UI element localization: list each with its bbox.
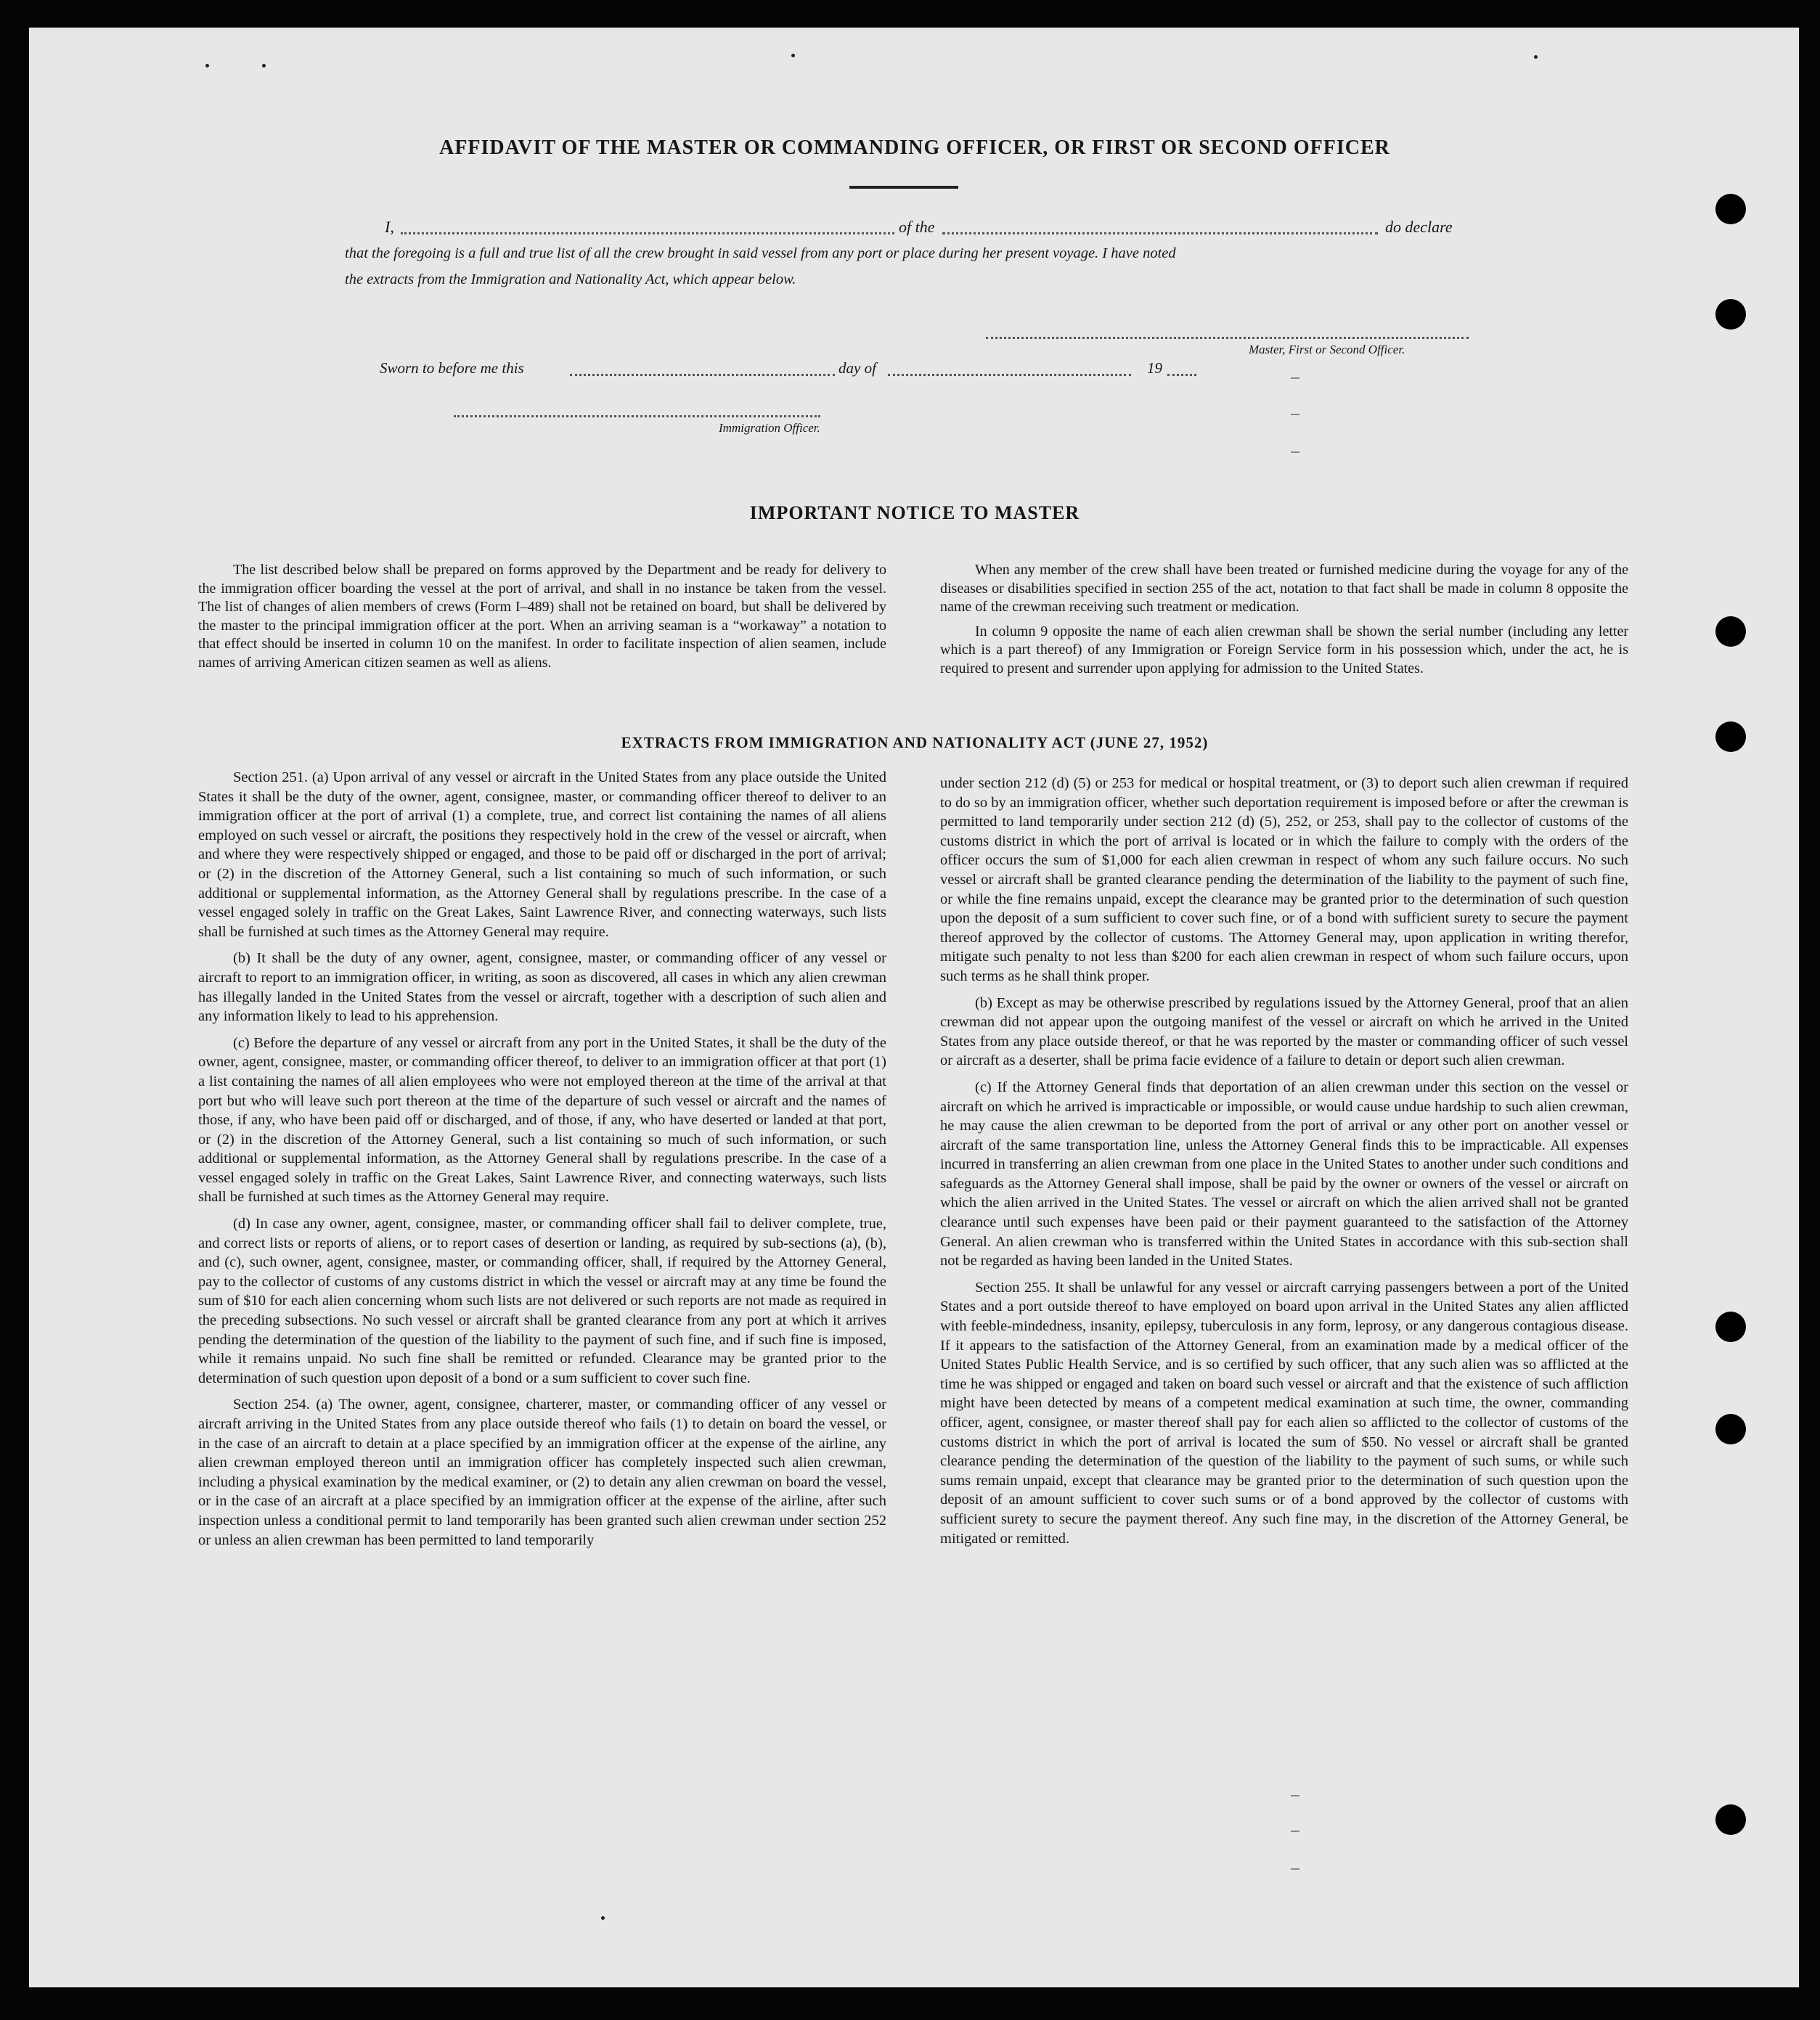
- sworn-year-field[interactable]: [1167, 374, 1196, 376]
- declarant-name-field[interactable]: [401, 232, 894, 234]
- punch-hole: [1715, 194, 1746, 224]
- day-of-label: day of: [838, 359, 876, 377]
- extracts-right-column: [940, 774, 1628, 1555]
- extract-paragraph: (b) Except as may be otherwise prescribed by regulations issued by the Attorney General, proof that an alien crewman did not appear upon the outgoing manifest of the vessel or aircraft on which he arrived in the United States from any place outside thereof, or that he was reported by the master or commanding officer of such vessel or aircraft as a deserter, shall be prima facie evidence of a failure to detain or deport such alien crewman.: [940, 994, 1628, 1069]
- affidavit-declare-label: do declare: [1385, 218, 1453, 236]
- affidavit-title: AFFIDAVIT OF THE MASTER OR COMMANDING OFFICER, OR FIRST OR SECOND OFFICER: [439, 136, 1390, 159]
- punch-hole: [1715, 1414, 1746, 1444]
- notice-right-paragraph-1: When any member of the crew shall have been treated or furnished medicine during the voyage for any of the diseases or disabilities specified in section 255 of the act, notation to that fact shall be made in column 8 opposite the name of the crewman receiving such treatment or medication.: [940, 562, 1628, 615]
- punch-hole: [1715, 1804, 1746, 1835]
- extract-paragraph: (b) It shall be the duty of any owner, agent, consignee, master, or commanding officer of any vessel or aircraft to report to an immigration officer, in writing, as soon as discovered, all cases in which any alien crewman has illegally landed in the United States from the vessel or aircraft, together with a description of such alien and any information likely to lead to his apprehension.: [198, 950, 886, 1025]
- paper-speck: [791, 54, 795, 57]
- punch-hole: [1715, 616, 1746, 647]
- sworn-day-field[interactable]: [570, 374, 835, 376]
- extract-paragraph: Section 251. (a) Upon arrival of any vessel or aircraft in the United States from any place outside the United States it shall be the duty of the owner, agent, consignee, master, or commanding officer thereof to deliver to an immigration officer at the port of arrival (1) a complete, true, and correct list containing the names of all aliens employed on such vessel or aircraft, the positions they respectively hold in the crew of the vessel or aircraft, when and where they were respectively shipped or engaged, and those to be paid off or discharged in the port of arrival; or (2) in the discretion of the Attorney General, such a list containing so much of such information, or such additional or supplemental information, as the Attorney General shall by regulations prescribe. In the case of a vessel engaged solely in traffic on the Great Lakes, Saint Lawrence River, and connecting waterways, such lists shall be furnished at such times as the Attorney General may require.: [198, 769, 886, 940]
- vessel-name-field[interactable]: [942, 232, 1378, 234]
- form-page: [29, 28, 1799, 1987]
- affidavit-i-label: I,: [385, 218, 394, 236]
- master-signature-caption: Master, First or Second Officer.: [1249, 343, 1405, 356]
- bleed-through-mark: [1291, 451, 1299, 453]
- immigration-officer-signature-field[interactable]: [454, 415, 820, 417]
- bleed-through-mark: [1291, 1868, 1299, 1870]
- extracts-left-column: [198, 768, 886, 1557]
- extract-paragraph: under section 212 (d) (5) or 253 for medical or hospital treatment, or (3) to deport such alien crewman if required to do so by an immigration officer, whether such deportation requirement is imposed before or after the crewman is permitted to land temporarily under section 212 (d) (5), 252, or 253, shall pay to the collector of customs of the customs district in which the port of arrival is located or in which the failure to comply with the orders of the officer occurs the sum of $1,000 for each alien crewman in respect of whom any such failure occurs. No such vessel or aircraft shall be granted clearance pending the determination of the liability to the payment of such fine, or while the fine remains unpaid, except the clearance may be granted prior to the determination of such question upon the deposit of a sum sufficient to cover such fine, or of a bond with sufficient surety to secure the payment thereof approved by the collector of customs. The Attorney General may, upon application in writing therefor, mitigate such penalty to not less than $200 for each alien crewman in respect of whom such failure occurs, upon such terms as he shall think proper.: [940, 775, 1628, 984]
- notice-right-paragraph-2: In column 9 opposite the name of each alien crewman shall be shown the serial number (including any letter which is a part thereof) of any Immigration or Foreign Service form in his possession which, under the act, he is required to present and surrender upon applying for admission to the United States.: [940, 623, 1628, 676]
- extract-paragraph: Section 255. It shall be unlawful for any vessel or aircraft carrying passengers between a port of the United States and a port outside thereof to have employed on board upon arrival in the United States any alien afflicted with feeble-mindedness, insanity, epilepsy, tuberculosis in any form, leprosy, or any dangerous contagious disease. If it appears to the satisfaction of the Attorney General, from an examination made by a medical officer of the United States Public Health Service, and is so certified by such officer, that any such alien was so afflicted at the time he was shipped or engaged and taken on board such vessel or aircraft and that the existence of such affliction might have been detected by means of a competent medical examination at such time, the owner, commanding officer, agent, consignee, or master thereof shall pay for each alien so afflicted to the collector of customs of the customs district in which the port of arrival is located the sum of $50. No vessel or aircraft shall be granted clearance pending the determination of the question of the liability to the payment of such sums, or while such sums remain unpaid, except that clearance may be granted prior to the determination of such question upon the deposit of an amount sufficient to cover such sums or of a bond approved by the collector of customs with sufficient surety to secure the payment thereof. Any such fine may, in the discretion of the Attorney General, be mitigated or remitted.: [940, 1279, 1628, 1547]
- bleed-through-mark: [1291, 1831, 1299, 1832]
- extracts-title: EXTRACTS FROM IMMIGRATION AND NATIONALITY ACT (JUNE 27, 1952): [621, 734, 1209, 751]
- year-prefix-label: 19: [1147, 359, 1162, 377]
- sworn-label: Sworn to before me this: [380, 359, 524, 377]
- immigration-officer-caption: Immigration Officer.: [719, 421, 820, 435]
- extract-paragraph: (c) Before the departure of any vessel or aircraft from any port in the United States, it shall be the duty of the owner, agent, consignee, master, or commanding officer thereof, to deliver to an immigration officer at that port (1) a list containing the names of all alien employees who were not employed thereon at the time of the arrival at that port but who will leave such port thereon at the time of the departure of such vessel or aircraft and the names of those, if any, who have been paid off or discharged, and of those, if any, who have deserted or landed at that port, or (2) in the discretion of the Attorney General, such a list containing so much of such information, or such additional or supplemental information, as the Attorney General shall by regulations prescribe. In the case of a vessel engaged solely in traffic on the Great Lakes, Saint Lawrence River, and connecting waterways, such lists shall be furnished at such times as the Attorney General may require.: [198, 1034, 886, 1206]
- punch-hole: [1715, 299, 1746, 330]
- paper-speck: [205, 64, 209, 68]
- notice-left-paragraph: The list described below shall be prepared on forms approved by the Department and be ready for delivery to the immigration officer boarding the vessel at the port of arrival, and shall in no instance be taken from the vessel. The list of changes of alien members of crews (Form I–489) shall not be retained on board, but shall be delivered by the master to the principal immigration officer at the port. When an arriving seaman is a “workaway” a notation to that effect should be inserted in column 10 on the manifest. In order to facilitate inspection of alien seamen, include names of arriving American citizen seamen as well as aliens.: [198, 562, 886, 671]
- notice-left-column: [198, 561, 886, 678]
- punch-hole: [1715, 721, 1746, 752]
- paper-speck: [601, 1916, 605, 1920]
- notice-right-column: [940, 561, 1628, 684]
- notice-title: IMPORTANT NOTICE TO MASTER: [749, 502, 1080, 523]
- paper-speck: [262, 64, 266, 68]
- master-signature-field[interactable]: [986, 337, 1469, 339]
- affidavit-of-the-label: of the: [899, 218, 935, 236]
- affidavit-statement-line: that the foregoing is a full and true list of all the crew brought in said vessel from any port or place during her present voyage. I have noted: [345, 245, 1176, 261]
- bleed-through-mark: [1291, 1795, 1299, 1796]
- extract-paragraph: Section 254. (a) The owner, agent, consignee, charterer, master, or commanding officer of any vessel or aircraft arriving in the United States from any place outside thereof who fails (1) to detain on board the vessel, or in the case of an aircraft to detain at a place specified by an immigration officer at the expense of the airline, any alien crewman employed thereon until an immigration officer has completely inspected such alien crewman, including a physical examination by the medical examiner, or (2) to detain any alien crewman on board the vessel, or in the case of an aircraft at a place specified by an immigration officer at the expense of the airline, after such inspection unless a conditional permit to land temporarily has been granted such alien crewman under section 252 or unless an alien crewman has been permitted to land temporarily: [198, 1397, 886, 1548]
- paper-speck: [1534, 55, 1538, 59]
- title-rule: [849, 186, 958, 189]
- punch-hole: [1715, 1312, 1746, 1342]
- sworn-month-field[interactable]: [888, 374, 1131, 376]
- extract-paragraph: (d) In case any owner, agent, consignee, master, or commanding officer shall fail to deliver complete, true, and correct lists or reports of aliens, or to report cases of desertion or landing, as required by sub-sections (a), (b), and (c), such owner, agent, consignee, master, or commanding officer, shall, if required by the Attorney General, pay to the collector of customs of any customs district in which the vessel or aircraft may at any time be found the sum of $10 for each alien concerning whom such lists are not delivered or such reports are not made as required in the preceding subsections. No such vessel or aircraft shall be granted clearance from any port at which it arrives pending the determination of the question of the liability to the payment of such fine, and if such fine is imposed, while it remains unpaid. No such fine shall be remitted or refunded. Clearance may be granted prior to the determination of such question upon deposit of a bond or a sum sufficient to cover such fine.: [198, 1216, 886, 1386]
- extract-paragraph: (c) If the Attorney General finds that deportation of an alien crewman under this section on the vessel or aircraft on which he arrived is impracticable or impossible, or would cause undue hardship to such alien crewman, he may cause the alien crewman to be deported from the port of arrival or any other port on another vessel or aircraft of the same transportation line, unless the Attorney General finds this to be impracticable. All expenses incurred in transferring an alien crewman from one place in the United States to another under such conditions and safeguards as the Attorney General shall impose, shall be paid by the owner or owners of the vessel or aircraft on which the alien arrived in the United States. The vessel or aircraft on which the alien arrived shall not be granted clearance until such expenses have been paid or their payment guaranteed to the satisfaction of the Attorney General. An alien crewman who is transferred within the United States in accordance with this sub-section shall not be regarded as having been landed in the United States.: [940, 1079, 1628, 1269]
- affidavit-statement-line-2: the extracts from the Immigration and Nationality Act, which appear below.: [345, 271, 796, 287]
- bleed-through-mark: [1291, 377, 1299, 379]
- bleed-through-mark: [1291, 414, 1299, 415]
